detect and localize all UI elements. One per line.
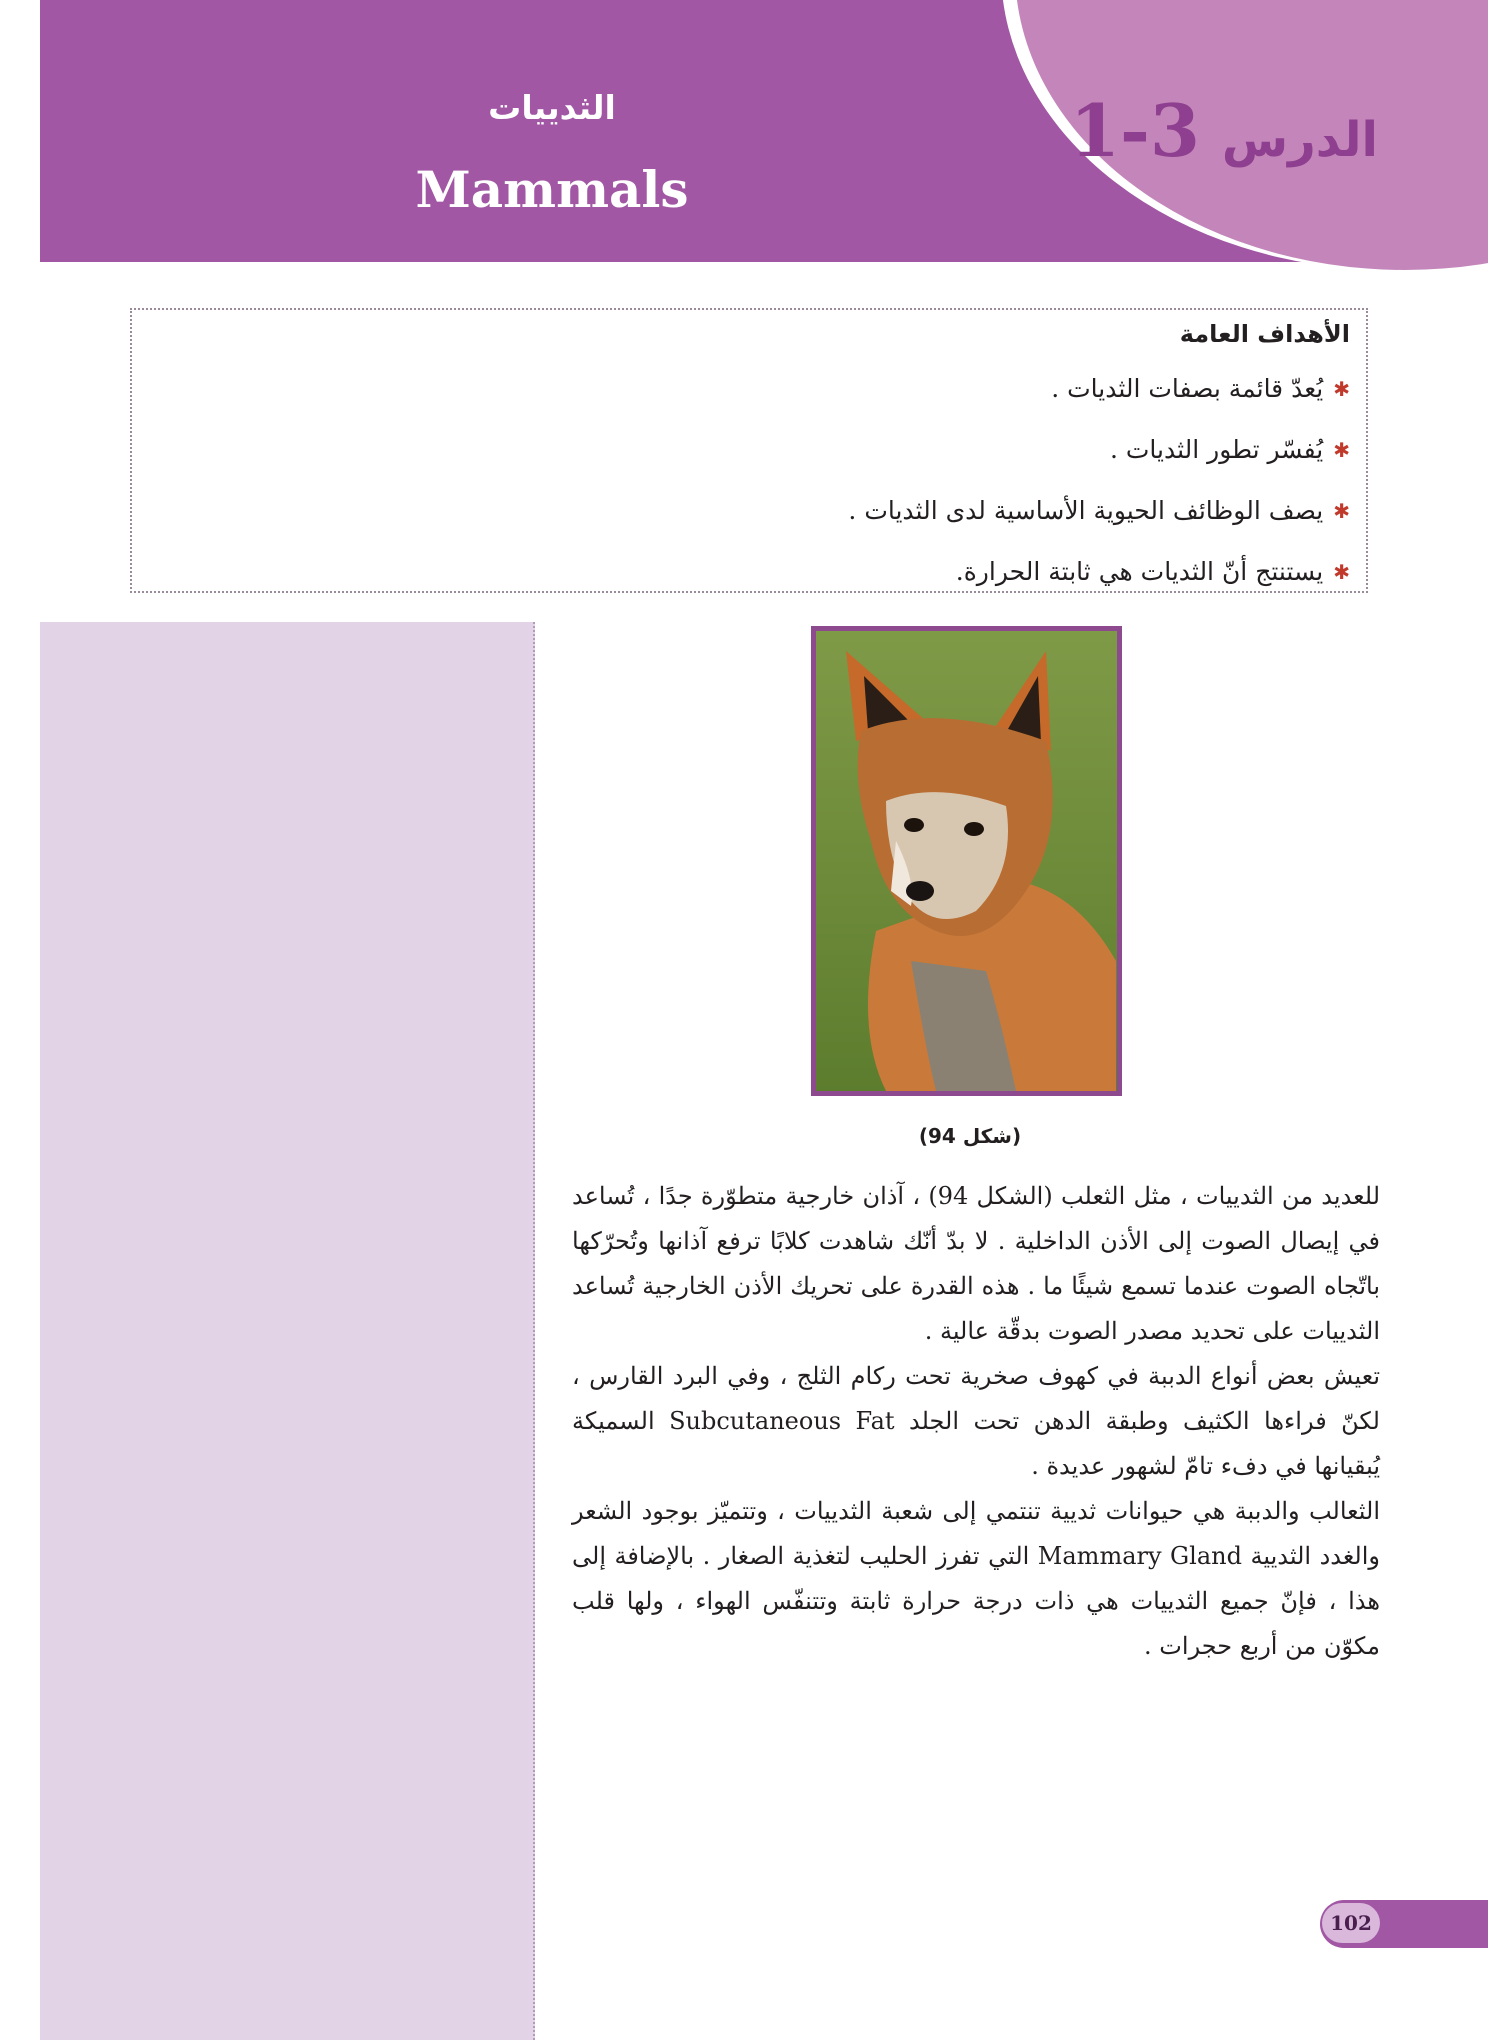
- bullet-icon: ✱: [1333, 437, 1350, 462]
- objective-text: يُفسّر تطور الثديات .: [1109, 434, 1324, 464]
- paragraph: للعديد من الثدييات ، مثل الثعلب (الشكل 94) ، آذان خارجية متطوّرة جدًا ، تُساعد في إيصال الصوت إلى الأذن الداخلية . لا بدّ أنّك شاهدت كلابًا ترفع آذانها وتُحرّكها باتّجاه الصوت عندما تسمع شيئًا ما . هذه القدرة على تحريك الأذن الخارجية تُساعد الثدييات على تحديد مصدر الصوت بدقّة عالية .: [572, 1182, 1381, 1345]
- objectives-list: [148, 358, 1350, 602]
- figure-caption: (شكل 94): [918, 1124, 1022, 1148]
- objective-item: [148, 419, 1350, 480]
- objectives-heading: الأهداف العامة: [1179, 320, 1350, 348]
- paragraph: تعيش بعض أنواع الدببة في كهوف صخرية تحت ركام الثلج ، وفي البرد القارس ، لكنّ فراءها الكثيف وطبقة الدهن تحت الجلد Subcutaneous Fat السميكة يُبقيانها في دفء تامّ لشهور عديدة .: [572, 1362, 1380, 1480]
- side-panel: [40, 622, 535, 2040]
- fox-icon: [816, 631, 1117, 1091]
- objective-text: يصف الوظائف الحيوية الأساسية لدى الثديات .: [848, 495, 1324, 525]
- lesson-number: 1-3: [1069, 88, 1200, 173]
- paragraph: الثعالب والدببة هي حيوانات ثديية تنتمي إلى شعبة الثدييات ، وتتميّز بوجود الشعر والغدد الثديية Mammary Gland التي تفرز الحليب لتغذية الصغار . بالإضافة إلى هذا ، فإنّ جميع الثدييات هي ذات درجة حرارة ثابتة وتتنفّس الهواء ، ولها قلب مكوّن من أربع حجرات .: [572, 1497, 1380, 1660]
- objective-item: [148, 541, 1350, 602]
- lesson-label: [1070, 88, 1378, 173]
- fox-photo: [811, 626, 1122, 1096]
- objectives-box: [130, 308, 1368, 593]
- objective-item: [148, 480, 1350, 541]
- page-title-english: Mammals: [415, 160, 689, 219]
- body-text: [572, 1174, 1380, 1669]
- lesson-word: الدرس: [1221, 112, 1378, 168]
- bullet-icon: ✱: [1333, 559, 1350, 584]
- objective-text: يُعدّ قائمة بصفات الثديات .: [1051, 373, 1324, 403]
- bullet-icon: ✱: [1333, 498, 1350, 523]
- bullet-icon: ✱: [1333, 376, 1350, 401]
- objective-text: يستنتج أنّ الثديات هي ثابتة الحرارة.: [955, 556, 1324, 586]
- objective-item: [148, 358, 1350, 419]
- page-title-arabic: الثدييات: [488, 88, 616, 127]
- page-number: 102: [1322, 1903, 1380, 1943]
